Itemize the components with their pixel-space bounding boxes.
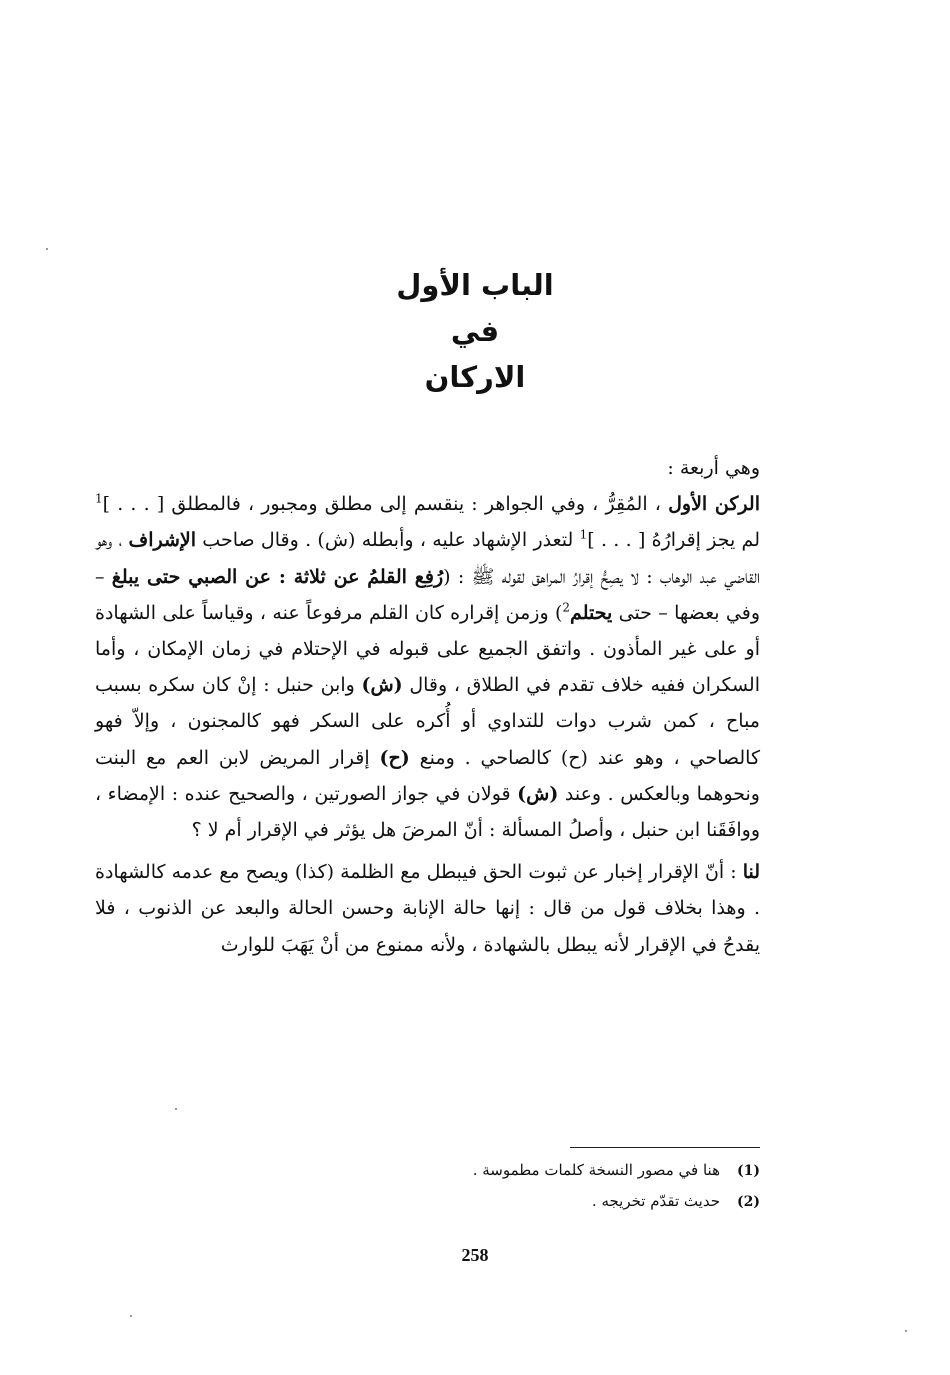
- chapter-subject: الاركان: [424, 360, 526, 394]
- footnote-ref-2: 2: [562, 600, 571, 615]
- footnote-number: (2): [737, 1194, 760, 1210]
- text-run: ، وهو القاضي عبد الوهاب : لا يصِحُّ إقرارُ المراهق لقوله ﷺ : (: [95, 529, 760, 588]
- bold-abbrev: (ح): [379, 746, 410, 769]
- chapter-title: الباب الأول: [396, 268, 554, 302]
- footnote-number: (1): [737, 1163, 760, 1179]
- chapter-title-preposition: في: [450, 314, 500, 348]
- main-text: [95, 450, 760, 963]
- text-run: لم يجز إقرارُهُ [ . . . ]: [587, 529, 760, 552]
- scan-speck: [905, 1330, 907, 1332]
- footnote-separator: [570, 1147, 760, 1148]
- paragraph-first-pillar: [95, 486, 760, 848]
- bold-abbrev: (ش): [361, 674, 403, 697]
- scan-speck: [46, 248, 48, 250]
- text-run: قولان في جواز الصورتين ، والصحيح عنده : الإمضاء ، ووافَقَنا ابن حنبل ، وأصلُ المسألة : أنّ المرضَ هل يؤثر في الإقرار أم لا ؟: [95, 782, 760, 842]
- bold-heading-argument: لنا: [742, 861, 760, 884]
- text-run: لتعذر الإشهاد عليه ، وأبطله (ش) . وقال صاحب: [196, 529, 580, 552]
- footnote-text: هنا في مصور النسخة كلمات مطموسة .: [472, 1161, 720, 1179]
- bold-hadith: رُفِع القلمُ عن ثلاثة : عن الصبي حتى يبلغ: [111, 565, 444, 588]
- text-run: وابن حنبل : إنْ كان سكره بسبب مباح ، كمن شرب دوات للتداوي أو أُكره على السكر فهو كالمجنون ، وإلاّ فهو كالصاحي ، وهو عند (ح) كالصاحي . ومنع: [95, 674, 760, 769]
- bold-heading-first-pillar: الركن الأول: [668, 493, 760, 516]
- chapter-heading: [0, 262, 950, 400]
- footnote-ref-1: 1: [95, 491, 103, 506]
- footnote-1: [95, 1155, 760, 1186]
- text-run: ) وزمن إقراره كان القلم مرفوعاً عنه ، وقياساً على الشهادة أو على غير المأذون . واتفق الجميع على قبوله في الإحتلام في زمان الإمكان ، وأما السكران ففيه خلاف تقدم في الطلاق ، وقال: [95, 601, 760, 697]
- text-run: : أنّ الإقرار إخبار عن ثبوت الحق فيبطل مع الظلمة (كذا) ويصح مع عدمه كالشهادة . وهذا بخلاف قول من قال : إنها حالة الإنابة وحسن الحالة والبعد عن الذنوب ، فلا يقدحُ في الإقرار لأنه يبطل بالشهادة ، ولأنه ممنوع من أنْ يَهَبَ للوارث: [95, 861, 760, 956]
- text-run: – وفي بعضها – حتى: [95, 565, 761, 624]
- footnote-2: [95, 1186, 760, 1217]
- page-number: 258: [461, 1245, 489, 1265]
- paragraph-argument: [95, 854, 760, 963]
- text-run: ، المُقِرُّ ، وفي الجواهر : ينقسم إلى مطلق ومجبور ، فالمطلق [ . . . ]: [102, 493, 669, 516]
- bold-hadith-end: يحتلم: [570, 601, 613, 624]
- text-run: إقرار المريض لابن العم مع البنت ونحوهما وبالعكس . وعند: [95, 746, 760, 805]
- intro-line: وهي أربعة :: [667, 457, 760, 479]
- scan-speck: [130, 1315, 132, 1317]
- footnote-ref-1b: 1: [579, 528, 588, 543]
- footnote-text: حديث تقدّم تخريجه .: [591, 1192, 720, 1210]
- bold-abbrev: (ش): [517, 782, 559, 805]
- scan-speck: [175, 1108, 177, 1110]
- footnotes: [95, 1155, 760, 1217]
- bold-book-title: الإشراف: [128, 529, 196, 552]
